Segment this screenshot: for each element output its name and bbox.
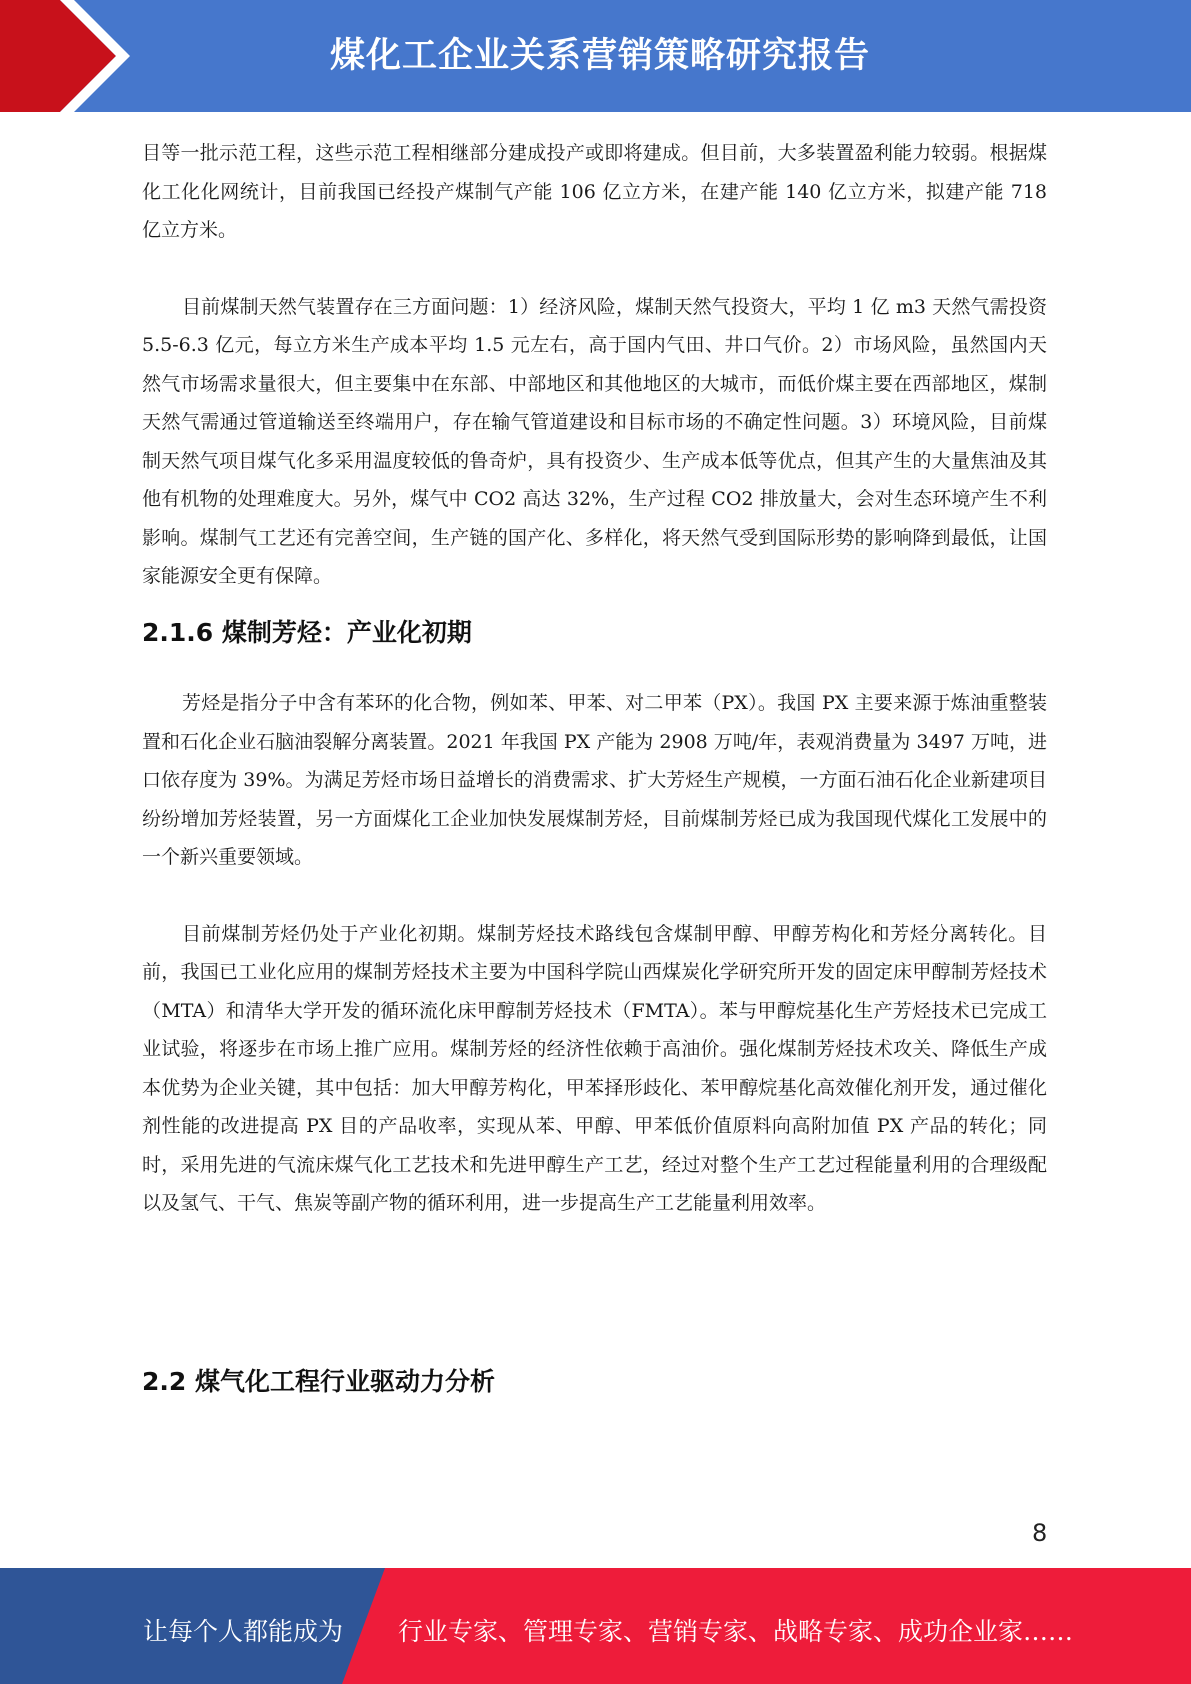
section-heading-2-2: 2.2 煤气化工程行业驱动力分析 (142, 1367, 495, 1396)
section-2-1-6-body (142, 684, 1047, 1223)
paragraph-1: 目等一批示范工程，这些示范工程相继部分建成投产或即将建成。但目前，大多装置盈利能力较弱。根据煤化工化化网统计，目前我国已经投产煤制气产能 106 亿立方米，在建产能 140 亿立方米，拟建产能 718 亿立方米。 (142, 142, 1047, 241)
page-number: 8 (1032, 1519, 1048, 1547)
page-header (0, 0, 1191, 112)
footer-slogan-right: 行业专家、管理专家、营销专家、战略专家、成功企业家…… (398, 1617, 1074, 1646)
header-arrow-decoration (0, 0, 160, 112)
page-footer (0, 1568, 1191, 1684)
section-heading-2-1-6: 2.1.6 煤制芳烃：产业化初期 (142, 618, 472, 647)
paragraph-3: 芳烃是指分子中含有苯环的化合物，例如苯、甲苯、对二甲苯（PX）。我国 PX 主要来源于炼油重整装置和石化企业石脑油裂解分离装置。2021 年我国 PX 产能为 2908 万吨/年，表观消费量为 3497 万吨，进口依存度为 39%。为满足芳烃市场日益增长的消费需求、扩大芳烃生产规模，一方面石油石化企业新建项目纷纷增加芳烃装置，另一方面煤化工企业加快发展煤制芳烃，目前煤制芳烃已成为我国现代煤化工发展中的一个新兴重要领域。 (142, 692, 1047, 868)
paragraph-4: 目前煤制芳烃仍处于产业化初期。煤制芳烃技术路线包含煤制甲醇、甲醇芳构化和芳烃分离转化。目前，我国已工业化应用的煤制芳烃技术主要为中国科学院山西煤炭化学研究所开发的固定床甲醇制芳烃技术（MTA）和清华大学开发的循环流化床甲醇制芳烃技术（FMTA）。苯与甲醇烷基化生产芳烃技术已完成工业试验，将逐步在市场上推广应用。煤制芳烃的经济性依赖于高油价。强化煤制芳烃技术攻关、降低生产成本优势为企业关键，其中包括：加大甲醇芳构化，甲苯择形歧化、苯甲醇烷基化高效催化剂开发，通过催化剂性能的改进提高 PX 目的产品收率，实现从苯、甲醇、甲苯低价值原料向高附加值 PX 产品的转化；同时，采用先进的气流床煤气化工艺技术和先进甲醇生产工艺，经过对整个生产工艺过程能量利用的合理级配以及氢气、干气、焦炭等副产物的循环利用，进一步提高生产工艺能量利用效率。 (142, 922, 1047, 1214)
page-content (142, 134, 1047, 596)
footer-slogan-left: 让每个人都能成为 (143, 1617, 344, 1646)
report-title: 煤化工企业关系营销策略研究报告 (330, 36, 871, 76)
paragraph-2: 目前煤制天然气装置存在三方面问题：1）经济风险，煤制天然气投资大，平均 1 亿 m3 天然气需投资 5.5-6.3 亿元，每立方米生产成本平均 1.5 元左右，高于国内气田、井口气价。2）市场风险，虽然国内天然气市场需求量很大，但主要集中在东部、中部地区和其他地区的大城市，而低价煤主要在西部地区，煤制天然气需通过管道输送至终端用户，存在输气管道建设和目标市场的不确定性问题。3）环境风险，目前煤制天然气项目煤气化多采用温度较低的鲁奇炉，具有投资少、生产成本低等优点，但其产生的大量焦油及其他有机物的处理难度大。另外，煤气中 CO2 高达 32%，生产过程 CO2 排放量大，会对生态环境产生不利影响。煤制气工艺还有完善空间，生产链的国产化、多样化，将天然气受到国际形势的影响降到最低，让国家能源安全更有保障。 (142, 295, 1047, 587)
